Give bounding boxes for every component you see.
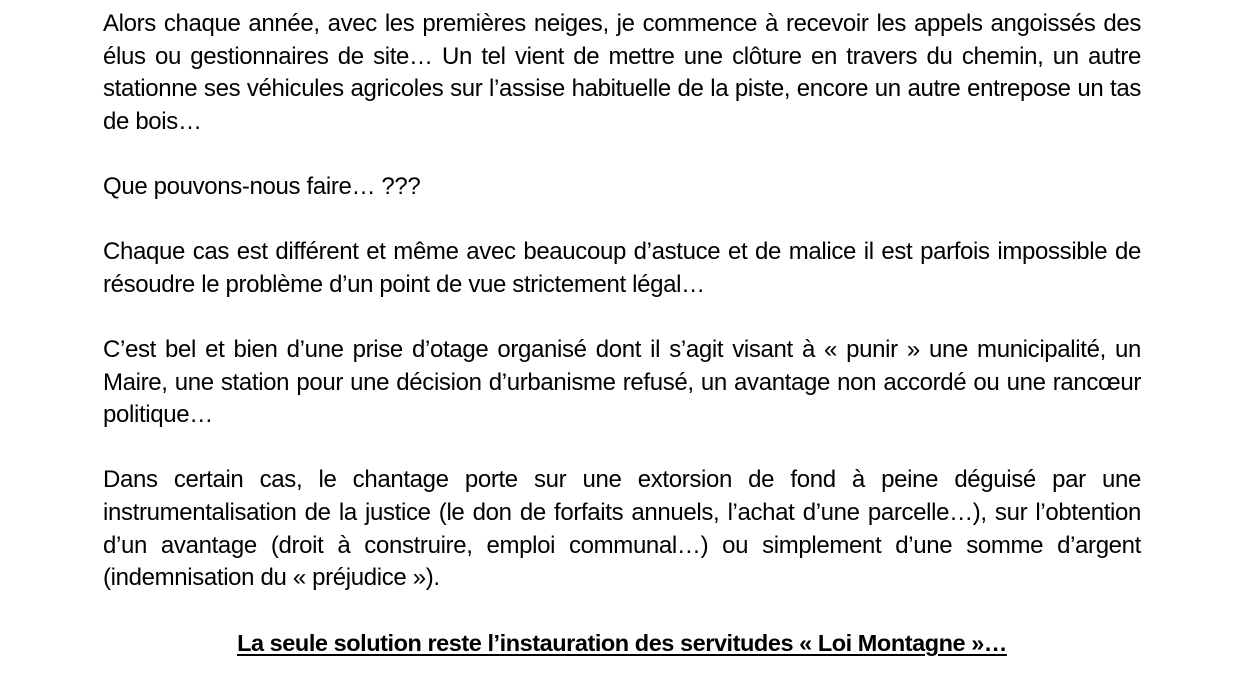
document-page (103, 8, 1141, 660)
paragraph-blackmail: Dans certain cas, le chantage porte sur une extorsion de fond à peine déguisé par une instrumentalisation de la justice (le don de forfaits annuels, l’achat d’une parcelle…), sur l’obtention d’un avantage (droit à construire, emploi communal…) ou simplement d’une somme d’argent (indemnisation du « préjudice »). (103, 466, 1141, 592)
paragraph-first-snow-calls: Alors chaque année, avec les premières neiges, je commence à recevoir les appels angoissés des élus ou gestionnaires de site… Un tel vient de mettre une clôture en travers du chemin, un autre stationne ses véhicules agricoles sur l’assise habituelle de la piste, encore un autre entrepose un tas de bois… (103, 10, 1141, 135)
paragraph-hostage-taking: C’est bel et bien d’une prise d’otage organisé dont il s’agit visant à « punir » une municipalité, un Maire, une station pour une décision d’urbanisme refusé, un avantage non accordé ou une rancœur politique… (103, 335, 1141, 429)
conclusion-heading: La seule solution reste l’instauration des servitudes « Loi Montagne »… (237, 630, 1007, 657)
paragraph-question: Que pouvons-nous faire… ??? (103, 172, 421, 200)
paragraph-each-case-different: Chaque cas est différent et même avec beaucoup d’astuce et de malice il est parfois impossible de résoudre le problème d’un point de vue strictement légal… (103, 238, 1141, 298)
